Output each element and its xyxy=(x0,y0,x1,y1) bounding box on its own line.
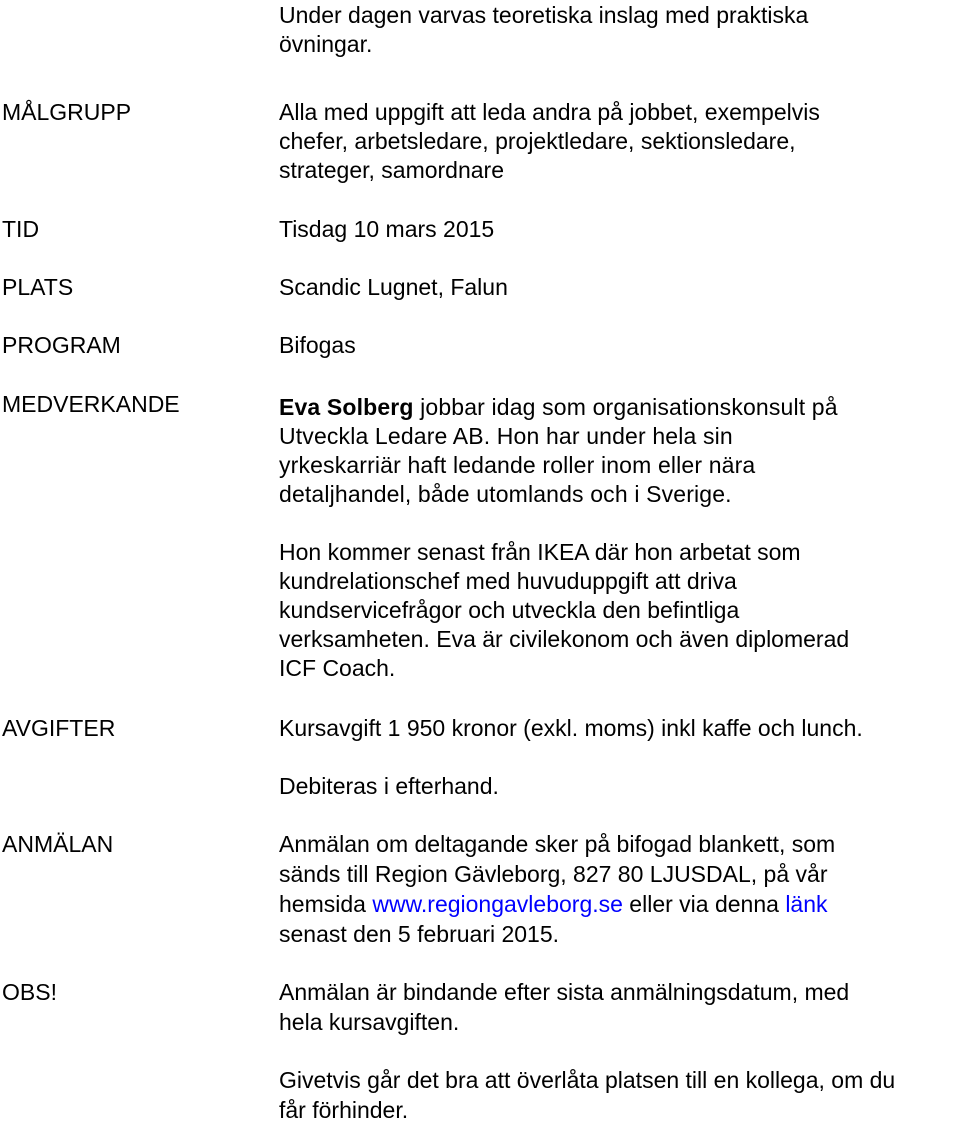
anmalan-line-1: Anmälan om deltagande sker på bifogad blankett, som xyxy=(279,831,836,857)
obs-label: OBS! xyxy=(2,979,57,1005)
medverkande-line-1 xyxy=(279,393,959,422)
medverkande-line-4: detaljhandel, både utomlands och i Sverige. xyxy=(279,481,732,507)
medverkande-para2-line-4: verksamheten. Eva är civilekonom och även diplomerad xyxy=(279,626,850,652)
avgifter-line-1: Kursavgift 1 950 kronor (exkl. moms) inkl kaffe och lunch. xyxy=(279,715,863,741)
website-link-tld: se xyxy=(598,891,623,917)
obs-line-2: hela kursavgiften. xyxy=(279,1009,460,1035)
medverkande-para2-line-3: kundservicefrågor och utveckla den befintliga xyxy=(279,597,740,623)
intro-line-1: Under dagen varvas teoretiska inslag med praktiska xyxy=(279,2,809,28)
plats-value: Scandic Lugnet, Falun xyxy=(279,274,508,300)
medverkande-line-2: Utveckla Ledare AB. Hon har under hela sin xyxy=(279,423,733,449)
avgifter-label: AVGIFTER xyxy=(2,715,116,741)
anmalan-line-3-mid: eller via denna xyxy=(622,891,786,917)
program-value: Bifogas xyxy=(279,332,356,358)
website-link-main: www.regiongavleborg. xyxy=(372,891,599,917)
website-link[interactable] xyxy=(372,891,623,917)
anmalan-line-3 xyxy=(279,890,959,919)
medverkande-line-1-rest: jobbar idag som organisationskonsult på xyxy=(413,394,838,420)
avgifter-line-2: Debiteras i efterhand. xyxy=(279,773,499,799)
presenter-name: Eva Solberg xyxy=(279,394,414,420)
medverkande-para2-line-1: Hon kommer senast från IKEA där hon arbetat som xyxy=(279,539,801,565)
malgrupp-line-1: Alla med uppgift att leda andra på jobbet, exempelvis xyxy=(279,99,820,125)
obs-line-4: får förhinder. xyxy=(279,1097,409,1123)
registration-link[interactable]: länk xyxy=(785,891,828,917)
medverkande-line-3: yrkeskarriär haft ledande roller inom eller nära xyxy=(279,452,756,478)
malgrupp-label: MÅLGRUPP xyxy=(2,99,132,125)
medverkande-label: MEDVERKANDE xyxy=(2,391,180,417)
anmalan-label: ANMÄLAN xyxy=(2,831,114,857)
obs-line-3: Givetvis går det bra att överlåta platsen till en kollega, om du xyxy=(279,1067,896,1093)
plats-label: PLATS xyxy=(2,274,74,300)
anmalan-line-4: senast den 5 februari 2015. xyxy=(279,921,560,947)
program-label: PROGRAM xyxy=(2,332,121,358)
medverkande-para2-line-2: kundrelationschef med huvuduppgift att driva xyxy=(279,568,737,594)
anmalan-line-3-pre: hemsida xyxy=(279,891,373,917)
obs-line-1: Anmälan är bindande efter sista anmälningsdatum, med xyxy=(279,979,850,1005)
malgrupp-line-3: strateger, samordnare xyxy=(279,157,505,183)
tid-value: Tisdag 10 mars 2015 xyxy=(279,216,495,242)
malgrupp-line-2: chefer, arbetsledare, projektledare, sektionsledare, xyxy=(279,128,796,154)
tid-label: TID xyxy=(2,216,40,242)
intro-line-2: övningar. xyxy=(279,31,373,57)
medverkande-para2-line-5: ICF Coach. xyxy=(279,655,396,681)
anmalan-line-2: sänds till Region Gävleborg, 827 80 LJUSDAL, på vår xyxy=(279,861,828,887)
